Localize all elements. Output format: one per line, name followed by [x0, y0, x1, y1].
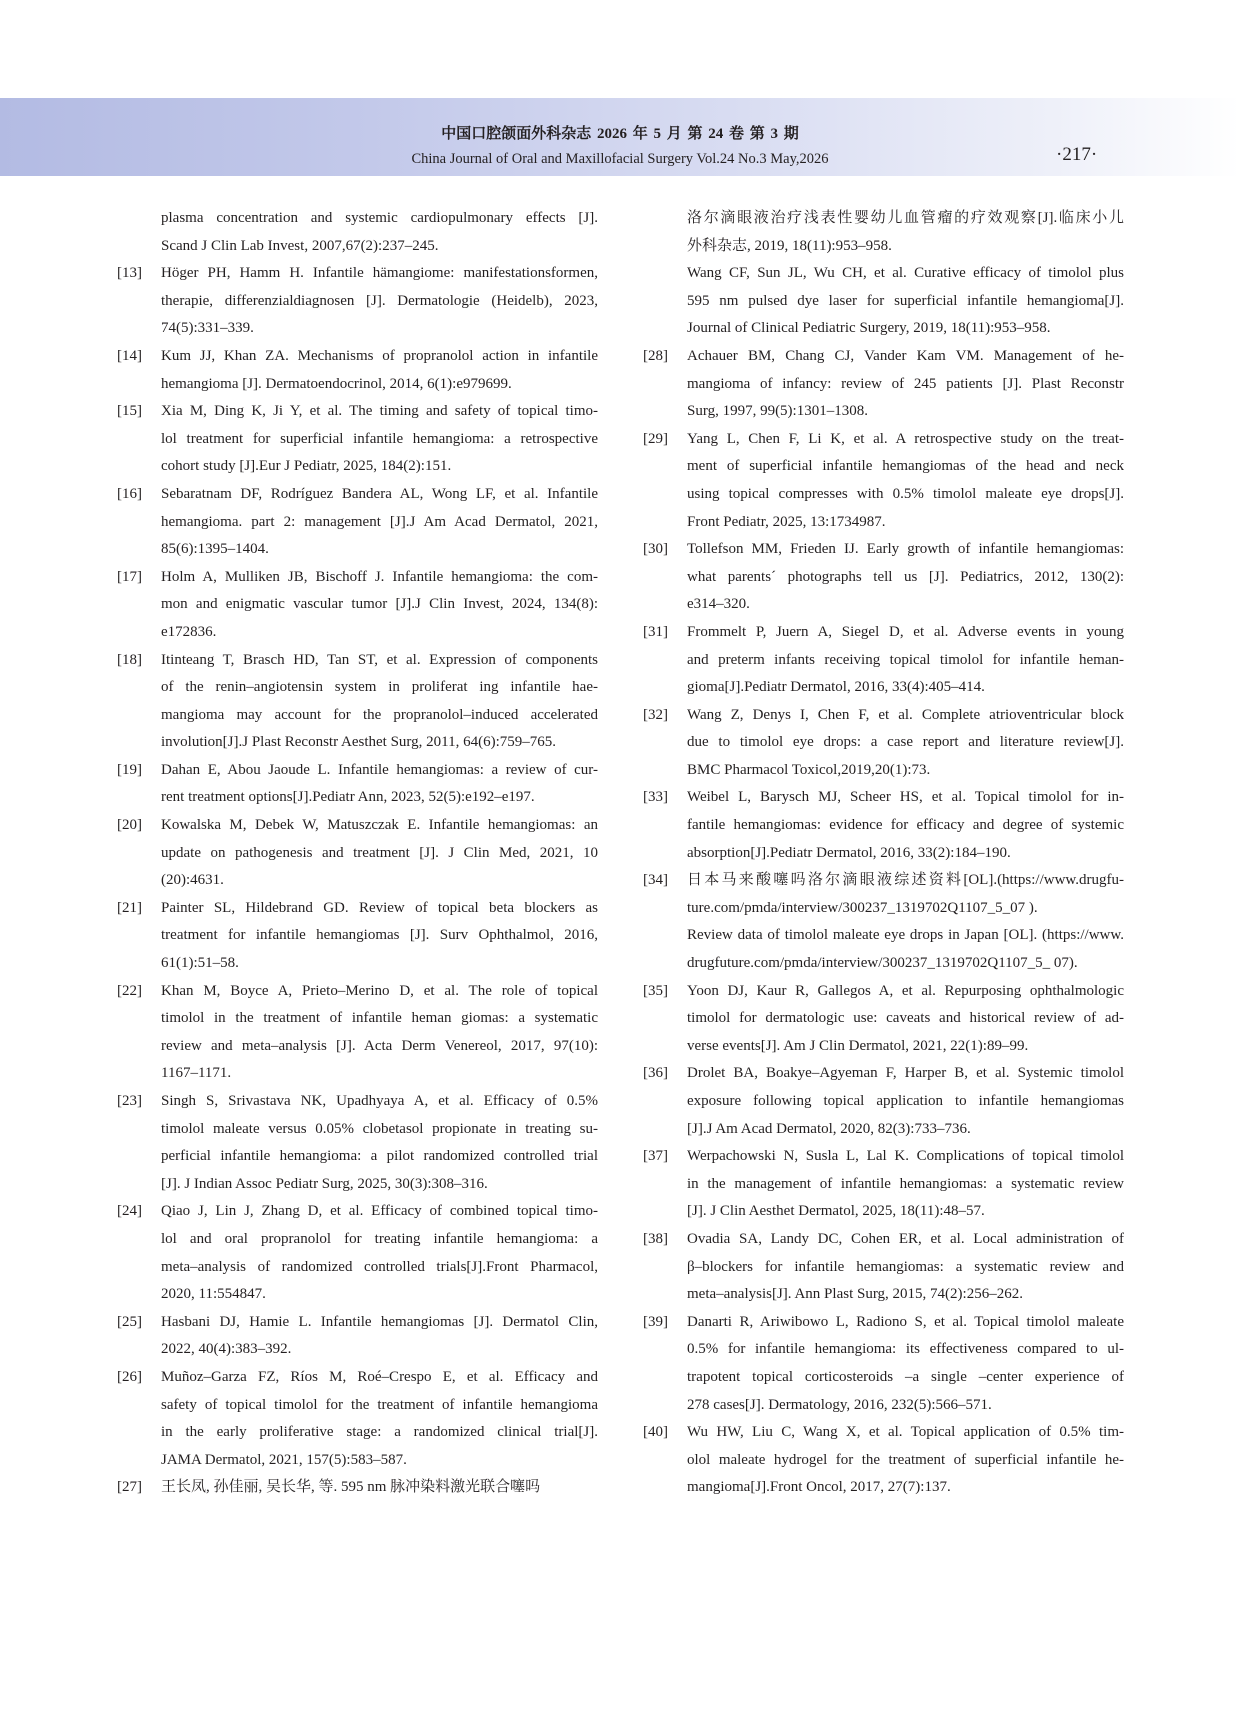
reference-line: timolol maleate versus 0.05% clobetasol propionate in treating su-	[161, 1120, 598, 1137]
reference-number: [40]	[643, 1424, 668, 1441]
reference-line: and preterm infants receiving topical timolol for infantile heman-	[687, 651, 1124, 668]
reference-line: Kum JJ, Khan ZA. Mechanisms of propranolol action in infantile	[161, 347, 598, 364]
page-number: ·217·	[1056, 144, 1098, 165]
reference-line: [J]. J Clin Aesthet Dermatol, 2025, 18(11):48–57.	[687, 1203, 985, 1220]
reference-number: [20]	[117, 817, 142, 834]
reference-line: β–blockers for infantile hemangiomas: a systematic review and	[687, 1258, 1124, 1275]
reference-line: due to timolol eye drops: a case report and literature review[J].	[687, 734, 1124, 751]
reference-column-right	[643, 205, 1124, 1502]
reference-line: 0.5% for infantile hemangioma: its effectiveness compared to ul-	[687, 1341, 1124, 1358]
reference-line: ment of superficial infantile hemangiomas of the head and neck	[687, 458, 1124, 475]
reference-number: [22]	[117, 982, 142, 999]
reference-entry	[643, 1143, 1124, 1226]
reference-line: olol maleate hydrogel for the treatment of superficial infantile he-	[687, 1451, 1124, 1468]
reference-line: Danarti R, Ariwibowo L, Radiono S, et al. Topical timolol maleate	[687, 1313, 1124, 1330]
reference-entry	[643, 1060, 1124, 1143]
reference-number: [28]	[643, 347, 668, 364]
journal-title-english: China Journal of Oral and Maxillofacial Surgery Vol.24 No.3 May,2026	[411, 151, 829, 167]
reference-line: what parents´ photographs tell us [J]. Pediatrics, 2012, 130(2):	[687, 568, 1124, 585]
reference-entry	[117, 978, 598, 1088]
reference-entry	[117, 564, 598, 647]
reference-line: Holm A, Mulliken JB, Bischoff J. Infantile hemangioma: the com-	[161, 568, 598, 585]
reference-line: in the management of infantile hemangiomas: a systematic review	[687, 1175, 1124, 1192]
reference-number: [27]	[117, 1479, 142, 1496]
reference-line: perficial infantile hemangioma: a pilot randomized controlled trial	[161, 1148, 598, 1165]
reference-line: Xia M, Ding K, Ji Y, et al. The timing and safety of topical timo-	[161, 403, 598, 420]
reference-line: of the renin–angiotensin system in proliferat ing infantile hae-	[161, 679, 598, 696]
reference-line: Dahan E, Abou Jaoude L. Infantile hemangiomas: a review of cur-	[161, 761, 598, 778]
reference-line: mangioma of infancy: review of 245 patients [J]. Plast Reconstr	[687, 375, 1124, 392]
reference-line: exposure following topical application to infantile hemangiomas	[687, 1093, 1124, 1109]
reference-entry	[643, 784, 1124, 867]
reference-entry	[117, 812, 598, 895]
reference-line: 595 nm pulsed dye laser for superficial infantile hemangioma[J].	[687, 292, 1124, 309]
reference-line: Singh S, Srivastava NK, Upadhyaya A, et al. Efficacy of 0.5%	[161, 1093, 598, 1109]
reference-line: using topical compresses with 0.5% timolol maleate eye drops[J].	[687, 485, 1124, 502]
reference-number: [30]	[643, 541, 668, 558]
reference-line: 2020, 11:554847.	[161, 1286, 266, 1303]
reference-line: review and meta–analysis [J]. Acta Derm Venereol, 2017, 97(10):	[161, 1037, 598, 1054]
reference-line: Frommelt P, Juern A, Siegel D, et al. Adverse events in young	[687, 623, 1124, 640]
reference-number: [29]	[643, 430, 668, 447]
reference-line: 85(6):1395–1404.	[161, 541, 269, 558]
reference-number: [19]	[117, 761, 142, 778]
reference-line: 61(1):51–58.	[161, 955, 239, 972]
reference-line: Front Pediatr, 2025, 13:1734987.	[687, 513, 886, 530]
reference-number: [21]	[117, 899, 142, 916]
reference-line: Painter SL, Hildebrand GD. Review of topical beta blockers as	[161, 899, 598, 916]
reference-line: Journal of Clinical Pediatric Surgery, 2019, 18(11):953–958.	[687, 320, 1051, 337]
reference-number: [39]	[643, 1313, 668, 1330]
reference-line: e314–320.	[687, 596, 750, 613]
reference-line: Weibel L, Barysch MJ, Scheer HS, et al. Topical timolol for in-	[687, 789, 1124, 806]
reference-line: Hasbani DJ, Hamie L. Infantile hemangiomas [J]. Dermatol Clin,	[161, 1313, 598, 1330]
reference-number: [16]	[117, 485, 142, 502]
reference-number: [13]	[117, 265, 142, 282]
reference-number: [26]	[117, 1368, 142, 1385]
reference-line: (20):4631.	[161, 872, 224, 889]
reference-line: involution[J].J Plast Reconstr Aesthet Surg, 2011, 64(6):759–765.	[161, 734, 556, 751]
reference-entry	[117, 205, 598, 260]
reference-entry	[117, 647, 598, 757]
reference-line: Werpachowski N, Susla L, Lal K. Complications of topical timolol	[687, 1148, 1124, 1165]
reference-number: [15]	[117, 403, 142, 420]
reference-line: trapotent topical corticosteroids –a single –center experience of	[687, 1368, 1124, 1385]
reference-number: [38]	[643, 1230, 668, 1247]
reference-number: [35]	[643, 982, 668, 999]
reference-line: JAMA Dermatol, 2021, 157(5):583–587.	[161, 1451, 407, 1468]
reference-line: 外科杂志, 2019, 18(11):953–958.	[687, 237, 892, 254]
reference-line: Scand J Clin Lab Invest, 2007,67(2):237–245.	[161, 237, 439, 254]
reference-line: mangioma[J].Front Oncol, 2017, 27(7):137.	[687, 1479, 951, 1496]
reference-line: 74(5):331–339.	[161, 320, 254, 337]
reference-line: Khan M, Boyce A, Prieto–Merino D, et al. The role of topical	[161, 982, 598, 999]
reference-line: plasma concentration and systemic cardiopulmonary effects [J].	[161, 210, 598, 226]
reference-line: Achauer BM, Chang CJ, Vander Kam VM. Management of he-	[687, 347, 1124, 364]
reference-line: 日本马来酸噻吗洛尔滴眼液综述资料[OL].(https://www.drugfu-	[687, 872, 1124, 889]
reference-line: lol treatment for superficial infantile hemangioma: a retrospective	[161, 430, 598, 447]
reference-line: Sebaratnam DF, Rodríguez Bandera AL, Wong LF, et al. Infantile	[161, 485, 598, 502]
reference-entry	[117, 398, 598, 481]
reference-entry	[643, 978, 1124, 1061]
reference-line: timolol in the treatment of infantile heman giomas: a systematic	[161, 1010, 598, 1027]
reference-line: BMC Pharmacol Toxicol,2019,20(1):73.	[687, 761, 931, 778]
reference-line: hemangioma. part 2: management [J].J Am Acad Dermatol, 2021,	[161, 513, 598, 530]
reference-line: verse events[J]. Am J Clin Dermatol, 2021, 22(1):89–99.	[687, 1037, 1029, 1054]
reference-entry	[643, 619, 1124, 702]
reference-line: in the early proliferative stage: a randomized clinical trial[J].	[161, 1424, 598, 1441]
reference-entry	[117, 1474, 598, 1502]
reference-line: Höger PH, Hamm H. Infantile hämangiome: manifestationsformen,	[161, 265, 598, 282]
reference-line: drugfuture.com/pmda/interview/300237_1319702Q1107_5_ 07).	[687, 955, 1078, 972]
reference-line: Muñoz–Garza FZ, Ríos M, Roé–Crespo E, et al. Efficacy and	[161, 1368, 598, 1385]
reference-line: 2022, 40(4):383–392.	[161, 1341, 292, 1358]
reference-entry	[643, 343, 1124, 426]
reference-line: treatment for infantile hemangiomas [J]. Surv Ophthalmol, 2016,	[161, 927, 598, 944]
reference-number: [33]	[643, 789, 668, 806]
reference-entry	[117, 1364, 598, 1474]
reference-line: therapie, differenzialdiagnosen [J]. Dermatologie (Heidelb), 2023,	[161, 292, 598, 309]
reference-entry	[117, 895, 598, 978]
reference-number: [34]	[643, 872, 668, 889]
reference-entry	[643, 205, 1124, 343]
reference-line: fantile hemangiomas: evidence for efficacy and degree of systemic	[687, 817, 1124, 834]
reference-number: [23]	[117, 1093, 142, 1109]
reference-line: rent treatment options[J].Pediatr Ann, 2023, 52(5):e192–e197.	[161, 789, 535, 806]
reference-line: gioma[J].Pediatr Dermatol, 2016, 33(4):405–414.	[687, 679, 985, 696]
reference-line: ture.com/pmda/interview/300237_1319702Q1107_5_07 ).	[687, 899, 1038, 916]
reference-entry	[117, 260, 598, 343]
reference-line: Wang CF, Sun JL, Wu CH, et al. Curative efficacy of timolol plus	[687, 265, 1124, 282]
reference-line: Drolet BA, Boakye–Agyeman F, Harper B, et al. Systemic timolol	[687, 1065, 1124, 1082]
reference-number: [37]	[643, 1148, 668, 1165]
reference-line: Itinteang T, Brasch HD, Tan ST, et al. Expression of components	[161, 651, 598, 668]
reference-line: 278 cases[J]. Dermatology, 2016, 232(5):566–571.	[687, 1396, 992, 1413]
reference-line: Ovadia SA, Landy DC, Cohen ER, et al. Local administration of	[687, 1230, 1124, 1247]
reference-line: Review data of timolol maleate eye drops in Japan [OL]. (https://www.	[687, 927, 1124, 944]
reference-line: timolol for dermatologic use: caveats and historical review of ad-	[687, 1010, 1124, 1027]
reference-line: Tollefson MM, Frieden IJ. Early growth of infantile hemangiomas:	[687, 541, 1124, 558]
reference-entry	[117, 1088, 598, 1198]
reference-line: absorption[J].Pediatr Dermatol, 2016, 33(2):184–190.	[687, 844, 1011, 861]
reference-entry	[117, 757, 598, 812]
reference-line: Qiao J, Lin J, Zhang D, et al. Efficacy of combined topical timo-	[161, 1203, 598, 1220]
reference-number: [14]	[117, 347, 142, 364]
reference-number: [31]	[643, 623, 668, 640]
reference-line: Surg, 1997, 99(5):1301–1308.	[687, 403, 868, 420]
reference-line: Wang Z, Denys I, Chen F, et al. Complete atrioventricular block	[687, 706, 1124, 723]
reference-entry	[117, 343, 598, 398]
reference-number: [18]	[117, 651, 142, 668]
reference-line: hemangioma [J]. Dermatoendocrinol, 2014, 6(1):e979699.	[161, 375, 512, 392]
reference-line: [J].J Am Acad Dermatol, 2020, 82(3):733–736.	[687, 1120, 971, 1137]
reference-line: Yoon DJ, Kaur R, Gallegos A, et al. Repurposing ophthalmologic	[687, 982, 1124, 999]
reference-entry	[643, 1226, 1124, 1309]
reference-line: cohort study [J].Eur J Pediatr, 2025, 184(2):151.	[161, 458, 452, 475]
reference-entry	[643, 426, 1124, 536]
reference-number: [36]	[643, 1065, 668, 1082]
reference-line: mon and enigmatic vascular tumor [J].J Clin Invest, 2024, 134(8):	[161, 596, 598, 613]
reference-line: Wu HW, Liu C, Wang X, et al. Topical application of 0.5% tim-	[687, 1424, 1124, 1441]
reference-line: lol and oral propranolol for treating infantile hemangioma: a	[161, 1230, 598, 1247]
reference-line: mangioma may account for the propranolol–induced accelerated	[161, 706, 598, 723]
reference-number: [17]	[117, 568, 142, 585]
reference-entry	[117, 481, 598, 564]
reference-entry	[117, 1198, 598, 1308]
journal-title-chinese: 中国口腔颌面外科杂志 2026 年 5 月 第 24 卷 第 3 期	[441, 126, 799, 142]
reference-entry	[643, 536, 1124, 619]
reference-line: 王长凤, 孙佳丽, 吴长华, 等. 595 nm 脉冲染料激光联合噻吗	[161, 1479, 541, 1496]
reference-entry	[643, 702, 1124, 785]
reference-line: e172836.	[161, 623, 217, 640]
reference-entry	[643, 1419, 1124, 1502]
reference-number: [32]	[643, 706, 668, 723]
reference-line: safety of topical timolol for the treatment of infantile hemangioma	[161, 1396, 598, 1413]
reference-entry	[117, 1309, 598, 1364]
reference-entry	[643, 1309, 1124, 1419]
reference-number: [24]	[117, 1203, 142, 1220]
reference-entry	[643, 867, 1124, 977]
reference-line: Yang L, Chen F, Li K, et al. A retrospective study on the treat-	[687, 430, 1124, 447]
reference-line: Kowalska M, Debek W, Matuszczak E. Infantile hemangiomas: an	[161, 817, 598, 834]
reference-line: meta–analysis[J]. Ann Plast Surg, 2015, 74(2):256–262.	[687, 1286, 1023, 1303]
reference-line: 1167–1171.	[161, 1065, 232, 1082]
reference-number: [25]	[117, 1313, 142, 1330]
reference-line: meta–analysis of randomized controlled trials[J].Front Pharmacol,	[161, 1258, 598, 1275]
reference-line: 洛尔滴眼液治疗浅表性婴幼儿血管瘤的疗效观察[J].临床小儿	[687, 210, 1124, 226]
reference-line: [J]. J Indian Assoc Pediatr Surg, 2025, 30(3):308–316.	[161, 1175, 488, 1192]
reference-column-left	[117, 205, 598, 1502]
reference-line: update on pathogenesis and treatment [J]. J Clin Med, 2021, 10	[161, 844, 598, 861]
